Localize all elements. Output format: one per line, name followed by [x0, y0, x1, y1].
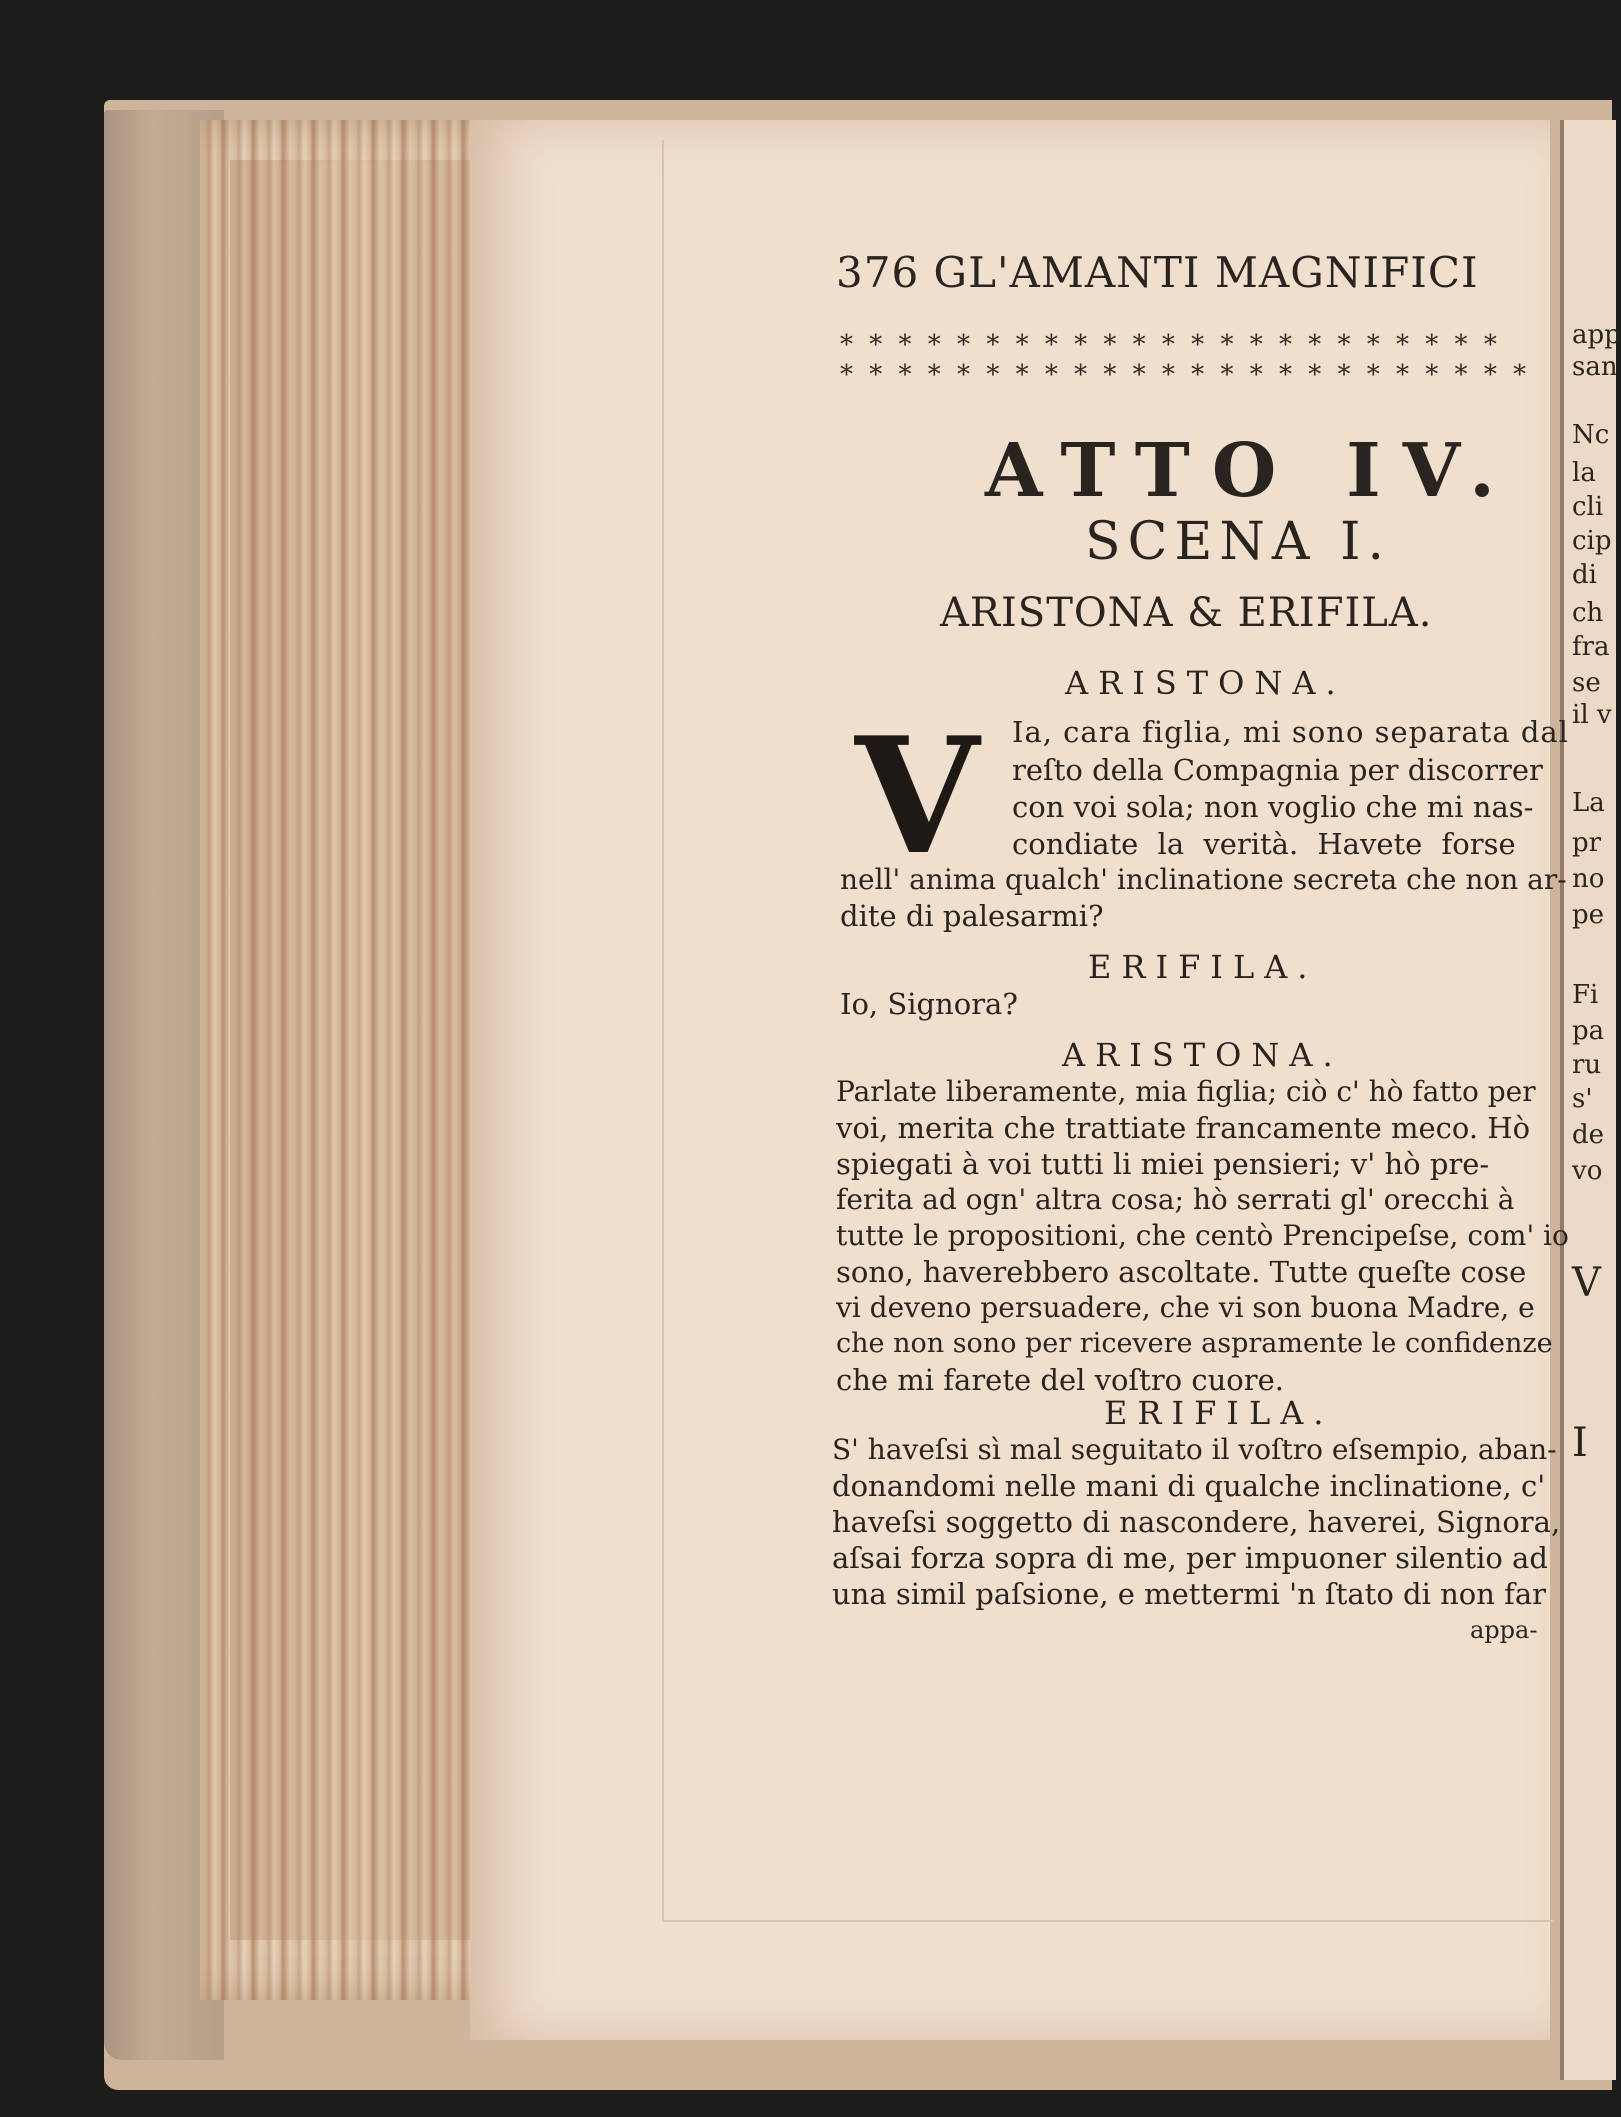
facing-page-fragment: il v [1572, 700, 1612, 730]
speaker-name: ARISTONA. [1062, 1036, 1343, 1074]
facing-page-fragment: vo [1572, 1156, 1603, 1186]
text-line: voi, merita che trattiate francamente meco. Hò [836, 1111, 1531, 1145]
text-line: reſto della Compagnia per discorrer [1012, 753, 1543, 787]
text-line: vi deveno persuadere, che vi son buona Madre, e [836, 1291, 1535, 1324]
text-line: Parlate liberamente, mia figlia; ciò c' hò fatto per [836, 1075, 1536, 1108]
ornament-row: * * * * * * * * * * * * * * * * * * * * * * * [840, 330, 1501, 360]
facing-page-fragment: pa [1572, 1016, 1605, 1046]
facing-page-fragment: Nc [1572, 420, 1610, 450]
text-line: haveſsi soggetto di nascondere, haverei, Signora, [832, 1505, 1561, 1539]
facing-page-fragment: ru [1572, 1050, 1602, 1080]
facing-page-fragment: san [1572, 352, 1618, 382]
text-line: nell' anima qualch' inclinatione secreta che non ar- [840, 863, 1567, 896]
text-line: Io, Signora? [840, 987, 1018, 1021]
facing-page [1560, 120, 1621, 2080]
facing-page-fragment: Fi [1572, 980, 1599, 1010]
facing-page-fragment: de [1572, 1120, 1605, 1150]
drop-capital: V [855, 702, 980, 890]
text-line: spiegati à voi tutti li miei pensieri; v' hò pre- [836, 1147, 1490, 1181]
facing-page-fragment: app [1572, 320, 1621, 350]
facing-page-fragment: La [1572, 788, 1605, 818]
text-line: che mi farete del voſtro cuore. [836, 1363, 1284, 1397]
catchword: appa- [1470, 1616, 1538, 1644]
facing-page-fragment: no [1572, 864, 1605, 894]
text-line: Ia, cara figlia, mi sono separata dal [1012, 715, 1569, 749]
text-line: dite di palesarmi? [840, 899, 1104, 933]
facing-page-fragment: cli [1572, 492, 1604, 522]
text-line: condiate la verità. Havete forse [1012, 827, 1516, 861]
text-line: aſsai forza sopra di me, per impuoner silentio ad [832, 1541, 1548, 1575]
text-line: sono, haverebbero ascoltate. Tutte queſte cose [836, 1255, 1527, 1289]
facing-page-fragment: pe [1572, 900, 1605, 930]
text-line: tutte le propositioni, che centò Prencipeſse, com' io [836, 1219, 1569, 1252]
facing-page-fragment: fra [1572, 632, 1610, 662]
text-line: una simil paſsione, e mettermi 'n ſtato di non far [832, 1577, 1546, 1611]
text-line: con voi sola; non voglio che mi nas- [1012, 790, 1534, 824]
facing-page-fragment: s' [1572, 1084, 1593, 1114]
printed-leaf-edge [662, 140, 1554, 1922]
scene-title: SCENA I. [1085, 512, 1392, 572]
text-line: che non sono per ricevere aspramente le confidenze [836, 1328, 1553, 1359]
ornament-row: * * * * * * * * * * * * * * * * * * * * * * * * [840, 360, 1531, 390]
running-header: 376 GL'AMANTI MAGNIFICI [836, 248, 1479, 297]
page-edges-staining [230, 160, 490, 1940]
facing-page-fragment: di [1572, 560, 1597, 590]
text-line: ferita ad ogn' altra cosa; hò serrati gl' orecchi à [836, 1183, 1515, 1216]
speaker-name: ARISTONA. [1065, 664, 1346, 702]
scene-characters: ARISTONA & ERIFILA. [940, 590, 1433, 636]
text-line: donandomi nelle mani di qualche inclinatione, c' [832, 1469, 1546, 1503]
facing-page-fragment: cip [1572, 526, 1612, 556]
facing-page-fragment: se [1572, 668, 1601, 698]
act-title: ATTO IV. [985, 428, 1517, 514]
facing-page-fragment: la [1572, 458, 1596, 488]
speaker-name: ERIFILA. [1104, 1394, 1334, 1432]
facing-page-fragment: ch [1572, 598, 1604, 628]
facing-page-fragment: V [1572, 1260, 1601, 1306]
facing-page-fragment: I [1572, 1420, 1588, 1466]
text-line: S' haveſsi sì mal seguitato il voſtro eſsempio, aban- [832, 1433, 1557, 1466]
facing-page-fragment: pr [1572, 828, 1602, 858]
speaker-name: ERIFILA. [1088, 948, 1318, 986]
